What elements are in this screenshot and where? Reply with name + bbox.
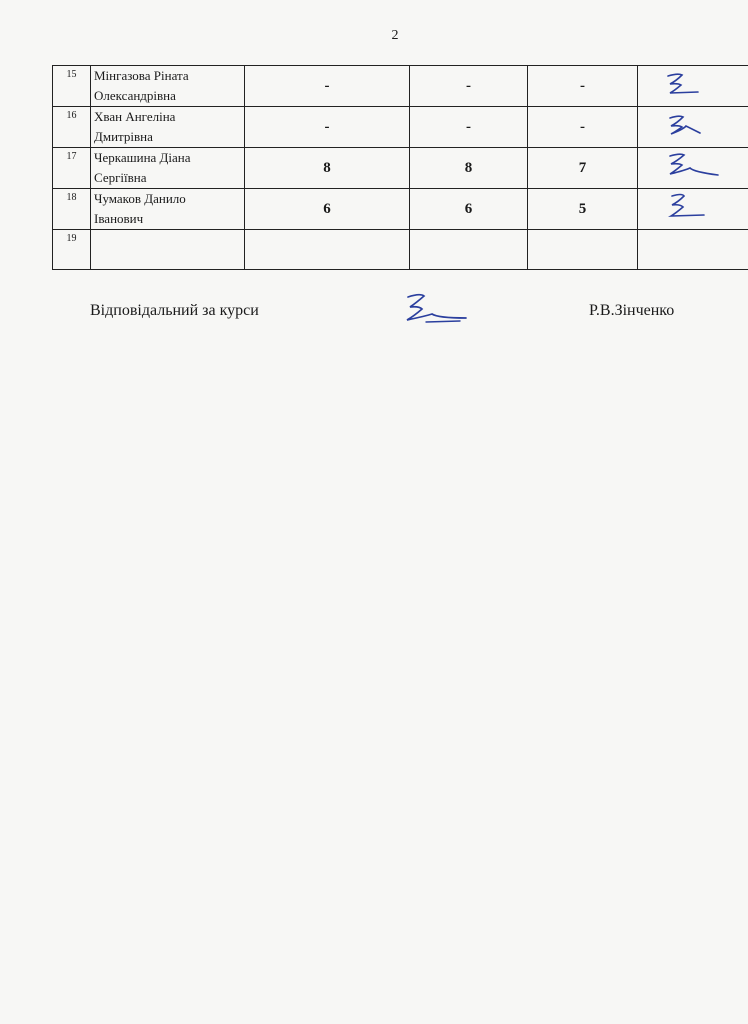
student-name-line2: Іванович	[94, 211, 144, 226]
row-number: 19	[53, 230, 91, 270]
grade-cell	[410, 230, 528, 270]
grade-cell: 7	[528, 148, 638, 189]
grade-cell: 8	[245, 148, 410, 189]
student-name	[91, 107, 245, 148]
signature-cell	[638, 230, 748, 270]
signature-cell	[638, 148, 748, 189]
student-name-line1: Чумаков Данило	[94, 191, 186, 206]
table-row	[53, 189, 748, 230]
grade-cell	[245, 230, 410, 270]
grade-cell: 6	[245, 189, 410, 230]
student-name-line2: Сергіївна	[94, 170, 147, 185]
signature-image	[664, 150, 724, 182]
grade-cell: 8	[410, 148, 528, 189]
grade-cell: -	[410, 107, 528, 148]
grade-cell: 6	[410, 189, 528, 230]
table-row	[53, 66, 748, 107]
table-row	[53, 230, 748, 270]
signature-image	[402, 290, 472, 330]
row-number: 17	[53, 148, 91, 189]
grade-cell: -	[245, 66, 410, 107]
signature-image	[664, 191, 712, 223]
student-name-line1: Хван Ангеліна	[94, 109, 176, 124]
grade-cell: -	[245, 107, 410, 148]
student-name	[91, 230, 245, 270]
student-name-line2: Олександрівна	[94, 88, 176, 103]
grade-cell: -	[410, 66, 528, 107]
student-name	[91, 148, 245, 189]
table-row	[53, 148, 748, 189]
grade-cell	[528, 230, 638, 270]
grades-table	[52, 65, 748, 270]
row-number: 15	[53, 66, 91, 107]
student-name-line2: Дмитрівна	[94, 129, 153, 144]
grade-cell: -	[528, 66, 638, 107]
student-name-line1: Черкашина Діана	[94, 150, 191, 165]
row-number: 18	[53, 189, 91, 230]
row-number: 16	[53, 107, 91, 148]
student-name	[91, 189, 245, 230]
signature-image	[664, 70, 704, 98]
table-row	[53, 107, 748, 148]
page-number: 2	[391, 28, 399, 43]
signature-cell	[638, 107, 748, 148]
grade-cell: -	[528, 107, 638, 148]
signature-cell	[638, 66, 748, 107]
student-name	[91, 66, 245, 107]
responsible-name: Р.В.Зінченко	[589, 302, 675, 319]
responsible-signature	[402, 290, 472, 335]
responsible-label: Відповідальний за курси	[90, 302, 259, 319]
student-name-line1: Мінгазова Ріната	[94, 68, 189, 83]
grade-cell: 5	[528, 189, 638, 230]
signature-cell	[638, 189, 748, 230]
signature-image	[664, 111, 708, 139]
